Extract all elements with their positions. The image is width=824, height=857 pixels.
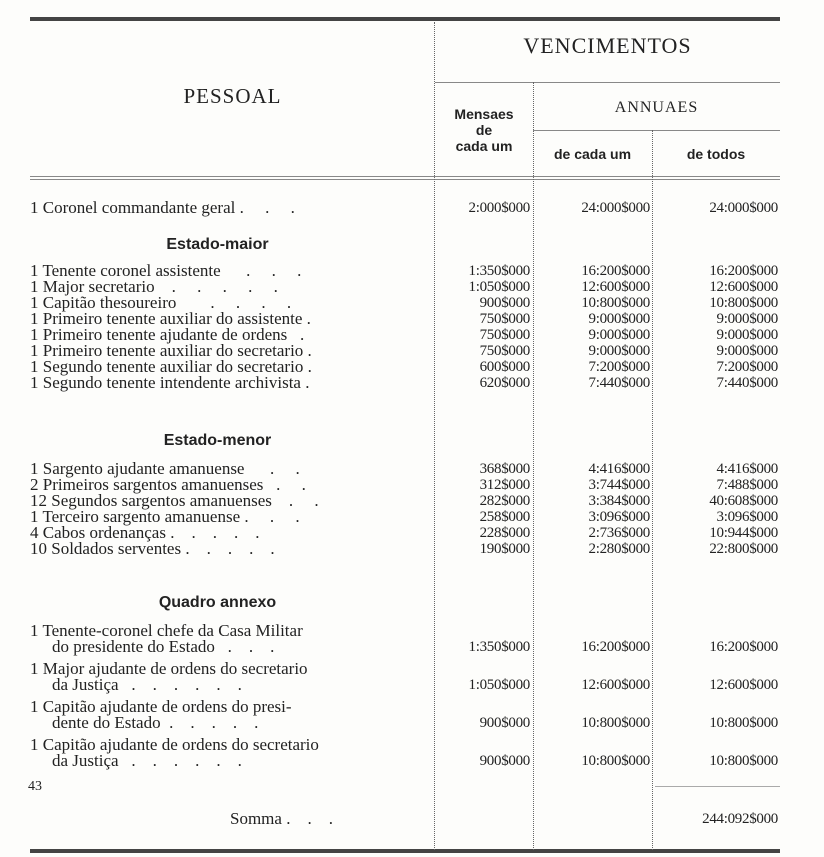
top-rule	[30, 17, 780, 21]
annual-total-value: 12:600$000	[709, 677, 778, 693]
annual-each-value: 2:736$000	[588, 525, 650, 541]
annual-each-value: 16:200$000	[581, 263, 650, 279]
annual-each-value: 3:096$000	[588, 509, 650, 525]
row-label: 1 Tenente coronel assistente . . .	[30, 261, 302, 280]
annual-total-value: 16:200$000	[709, 263, 778, 279]
header-de: de	[475, 122, 493, 138]
row-label: 1 Sargento ajudante amanuense . .	[30, 459, 300, 478]
row-label: 12 Segundos sargentos amanuenses . .	[30, 491, 319, 510]
row-label: 1 Segundo tenente intendente archivista .	[30, 373, 310, 392]
annual-total-value: 40:608$000	[709, 493, 778, 509]
monthly-value: 1:350$000	[468, 263, 530, 279]
row-label: 1 Tenente-coronel chefe da Casa Militar	[30, 621, 303, 640]
header-mensaes: Mensaes	[454, 106, 514, 122]
annual-each-value: 3:744$000	[588, 477, 650, 493]
monthly-value: 900$000	[479, 295, 530, 311]
monthly-value: 2:000$000	[468, 200, 530, 216]
row-label: 1 Capitão thesoureiro . . . .	[30, 293, 292, 312]
monthly-value: 900$000	[479, 715, 530, 731]
total-value: 244:092$000	[702, 811, 778, 827]
row-label: 1 Terceiro sargento amanuense . . .	[30, 507, 300, 526]
header-de-todos: de todos	[686, 146, 746, 162]
annual-each-value: 12:600$000	[581, 677, 650, 693]
annual-total-value: 9:000$000	[716, 327, 778, 343]
annual-each-value: 2:280$000	[588, 541, 650, 557]
section-title: Quadro annexo	[158, 594, 277, 611]
annuaes-rule	[533, 130, 780, 131]
row-label: 10 Soldados serventes . . . . .	[30, 539, 275, 558]
bottom-rule	[30, 849, 780, 853]
row-label: 1 Primeiro tenente auxiliar do secretario .	[30, 341, 312, 360]
monthly-value: 282$000	[479, 493, 530, 509]
row-label-continued: dente do Estado . . . . .	[52, 713, 259, 732]
row-label: 1 Capitão ajudante de ordens do secretario	[30, 735, 319, 754]
monthly-value: 368$000	[479, 461, 530, 477]
annual-each-value: 3:384$000	[588, 493, 650, 509]
row-label: 1 Major secretario . . . . .	[30, 277, 278, 296]
section-title: Estado-maior	[166, 236, 269, 253]
annual-each-value: 9:000$000	[588, 327, 650, 343]
annual-total-value: 10:944$000	[709, 525, 778, 541]
page-count: 43	[28, 779, 42, 794]
row-label: 1 Segundo tenente auxiliar do secretario .	[30, 357, 312, 376]
annual-total-value: 7:200$000	[716, 359, 778, 375]
header-de-cada-um: de cada um	[553, 146, 632, 162]
annual-each-value: 10:800$000	[581, 753, 650, 769]
annual-total-value: 7:440$000	[716, 375, 778, 391]
annual-total-value: 3:096$000	[716, 509, 778, 525]
monthly-value: 1:050$000	[468, 677, 530, 693]
header-vencimentos: VENCIMENTOS	[523, 33, 692, 58]
monthly-value: 190$000	[479, 541, 530, 557]
annual-total-value: 4:416$000	[716, 461, 778, 477]
annual-total-value: 24:000$000	[709, 200, 778, 216]
row-label: 2 Primeiros sargentos amanuenses . .	[30, 475, 306, 494]
monthly-value: 900$000	[479, 753, 530, 769]
header-annuaes: ANNUAES	[614, 99, 699, 116]
row-label: 1 Capitão ajudante de ordens do presi-	[30, 697, 292, 716]
column-divider	[652, 130, 653, 850]
monthly-value: 1:350$000	[468, 639, 530, 655]
annual-total-value: 9:000$000	[716, 343, 778, 359]
annual-each-value: 9:000$000	[588, 311, 650, 327]
annual-each-value: 7:200$000	[588, 359, 650, 375]
annual-total-value: 16:200$000	[709, 639, 778, 655]
row-label: 1 Primeiro tenente auxiliar do assistente .	[30, 309, 311, 328]
monthly-value: 750$000	[479, 311, 530, 327]
monthly-value: 258$000	[479, 509, 530, 525]
row-label: 1 Coronel commandante geral . . .	[30, 198, 295, 217]
vencimentos-rule	[435, 82, 780, 83]
monthly-value: 750$000	[479, 327, 530, 343]
annual-each-value: 12:600$000	[581, 279, 650, 295]
monthly-value: 750$000	[479, 343, 530, 359]
column-divider	[533, 82, 534, 850]
annual-total-value: 12:600$000	[709, 279, 778, 295]
header-pessoal: PESSOAL	[183, 84, 282, 108]
row-label-continued: do presidente do Estado . . .	[52, 637, 275, 656]
annual-total-value: 7:488$000	[716, 477, 778, 493]
header-rule	[30, 176, 780, 177]
annual-total-value: 10:800$000	[709, 753, 778, 769]
monthly-value: 620$000	[479, 375, 530, 391]
header-cada-um: cada um	[455, 138, 513, 154]
annual-each-value: 16:200$000	[581, 639, 650, 655]
annual-each-value: 9:000$000	[588, 343, 650, 359]
row-label-continued: da Justiça . . . . . .	[52, 751, 242, 770]
row-label: 1 Primeiro tenente ajudante de ordens .	[30, 325, 305, 344]
header-rule-2	[30, 179, 780, 180]
monthly-value: 228$000	[479, 525, 530, 541]
row-label-continued: da Justiça . . . . . .	[52, 675, 242, 694]
annual-total-value: 22:800$000	[709, 541, 778, 557]
monthly-value: 312$000	[479, 477, 530, 493]
total-label: Somma . . .	[230, 809, 333, 828]
annual-each-value: 24:000$000	[581, 200, 650, 216]
row-label: 1 Major ajudante de ordens do secretario	[30, 659, 308, 678]
annual-total-value: 10:800$000	[709, 715, 778, 731]
annual-total-value: 10:800$000	[709, 295, 778, 311]
monthly-value: 600$000	[479, 359, 530, 375]
monthly-value: 1:050$000	[468, 279, 530, 295]
annual-each-value: 10:800$000	[581, 295, 650, 311]
annual-each-value: 4:416$000	[588, 461, 650, 477]
sum-rule	[655, 786, 780, 787]
annual-total-value: 9:000$000	[716, 311, 778, 327]
row-label: 4 Cabos ordenanças . . . . .	[30, 523, 260, 542]
annual-each-value: 10:800$000	[581, 715, 650, 731]
annual-each-value: 7:440$000	[588, 375, 650, 391]
section-title: Estado-menor	[163, 432, 272, 449]
